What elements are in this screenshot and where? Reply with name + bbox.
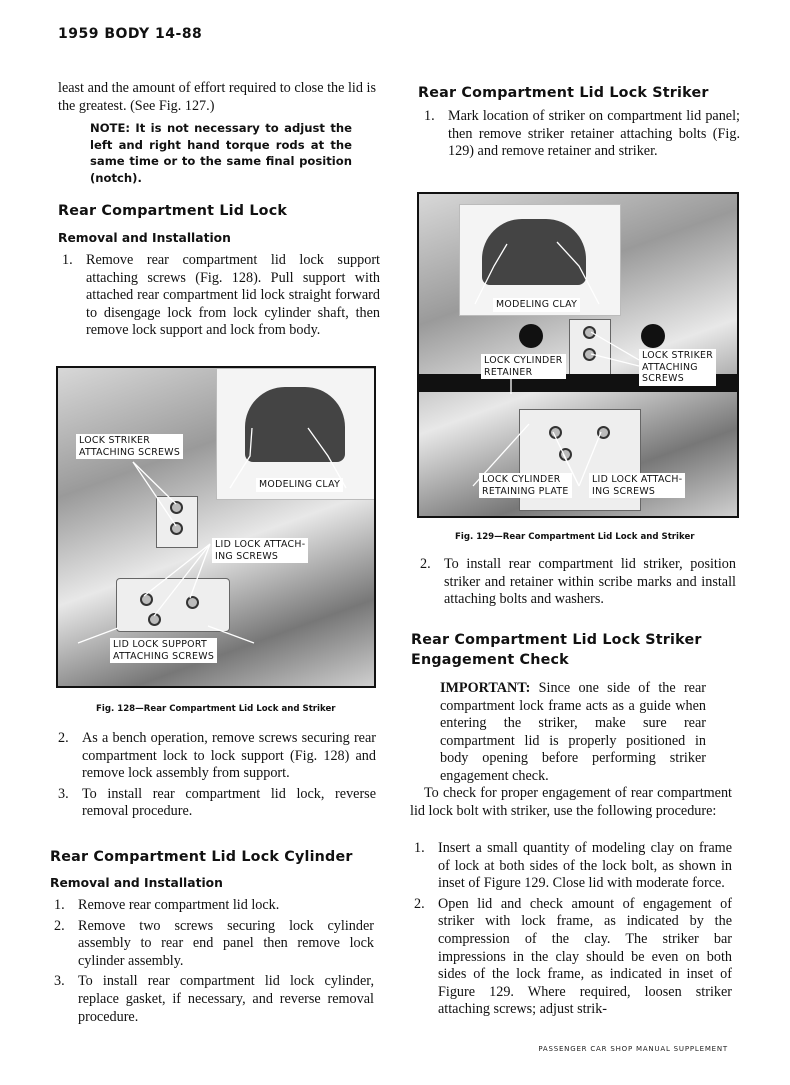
engagement-steps bbox=[414, 840, 732, 1022]
callout-line: LID LOCK ATTACH- bbox=[592, 474, 683, 485]
callout-line: ATTACHING SCREWS bbox=[79, 446, 181, 458]
section-heading-engagement bbox=[411, 630, 702, 670]
callout-line: LID LOCK ATTACH- bbox=[215, 539, 306, 550]
step-text: As a bench operation, remove screws securing rear compartment lock to lock support (Fig. 128) and remove lock assembly from support. bbox=[82, 730, 376, 782]
callout-line: LOCK STRIKER bbox=[79, 435, 151, 446]
callout-modeling-clay-129: MODELING CLAY bbox=[493, 298, 580, 312]
engagement-intro: To check for proper engagement of rear compartment lid lock bolt with striker, use the following procedure: bbox=[410, 785, 732, 819]
callout-line: ING SCREWS bbox=[215, 550, 279, 562]
step-text: Remove two screws securing lock cylinder assembly to rear end panel then remove lock cylinder assembly. bbox=[78, 917, 374, 969]
striker-steps-continued bbox=[420, 556, 736, 612]
callout-line: LOCK CYLINDER bbox=[482, 474, 561, 485]
callout-line: RETAINING PLATE bbox=[482, 485, 569, 497]
list-item bbox=[58, 786, 376, 821]
step-text: Remove rear compartment lid lock support attaching screws (Fig. 128). Pull support with attached rear compartment lid lock straight forward to disengage lock from lock cylinder shaft, then remove lock support and lock from body. bbox=[86, 252, 380, 339]
intro-paragraph: least and the amount of effort required to close the lid is the greatest. (See Fig. 127.) bbox=[58, 80, 376, 114]
list-item bbox=[54, 918, 374, 971]
callout-lid-lock-attaching-128 bbox=[212, 538, 308, 563]
figure-129-caption: Fig. 129—Rear Compartment Lid Lock and Striker bbox=[455, 532, 695, 542]
callout-line: SCREWS bbox=[642, 373, 684, 384]
step-text: Insert a small quantity of modeling clay on frame of lock at both sides of the lock bolt, as shown in inset of Figure 129. Close lid with moderate force. bbox=[438, 840, 732, 892]
note-paragraph: NOTE: It is not necessary to adjust the left and right hand torque rods at the same time or to the same final position (notch). bbox=[90, 121, 352, 185]
subheading-removal-installation: Removal and Installation bbox=[58, 231, 231, 245]
list-item bbox=[424, 108, 740, 161]
step-number: 1. bbox=[54, 897, 65, 913]
page-footer: PASSENGER CAR SHOP MANUAL SUPPLEMENT bbox=[538, 1045, 728, 1053]
lid-lock-steps-continued bbox=[58, 730, 376, 824]
callout-modeling-clay-128: MODELING CLAY bbox=[256, 478, 343, 492]
section-heading-striker: Rear Compartment Lid Lock Striker bbox=[418, 85, 709, 101]
figure-129-photo bbox=[417, 192, 739, 518]
list-item bbox=[62, 252, 380, 340]
important-text: Since one side of the rear compartment lock frame acts as a guide when entering the striker, make sure rear compartment lid is properly positioned in body opening before performing striker engagement check. bbox=[440, 680, 707, 784]
callout-lock-cylinder-retainer bbox=[481, 354, 566, 379]
lock-cylinder-steps bbox=[54, 897, 374, 1029]
list-item bbox=[54, 897, 374, 915]
list-item bbox=[414, 896, 732, 1019]
striker-steps bbox=[424, 108, 740, 164]
callout-line: LOCK STRIKER bbox=[642, 350, 714, 361]
callout-lock-striker-128 bbox=[76, 434, 183, 459]
step-text: To install rear compartment lid striker, position striker and retainer within scribe marks and install attaching bolts and washers. bbox=[444, 556, 736, 608]
list-item bbox=[58, 730, 376, 783]
callout-line: RETAINER bbox=[484, 366, 533, 378]
subheading-removal-installation-2: Removal and Installation bbox=[50, 876, 223, 890]
step-number: 2. bbox=[58, 730, 69, 746]
important-paragraph bbox=[440, 680, 706, 786]
callout-line: ING SCREWS bbox=[592, 485, 656, 497]
step-number: 1. bbox=[62, 252, 73, 268]
section-heading-lock-cylinder: Rear Compartment Lid Lock Cylinder bbox=[50, 849, 353, 865]
step-text: To install rear compartment lid lock, reverse removal procedure. bbox=[82, 785, 376, 820]
callout-line: ATTACHING SCREWS bbox=[113, 650, 215, 662]
figure-128-photo bbox=[56, 366, 376, 688]
step-text: To install rear compartment lid lock cylinder, replace gasket, if necessary, and reverse removal procedure. bbox=[78, 973, 374, 1025]
lid-lock-steps bbox=[62, 252, 380, 343]
step-number: 2. bbox=[414, 895, 425, 912]
heading-line: Engagement Check bbox=[411, 652, 569, 668]
step-number: 1. bbox=[414, 840, 425, 856]
step-text: Open lid and check amount of engagement of striker with lock frame, as indicated by the compression of the clay. The striker bar impressions in the clay should be even on both sides of the lock frame, as indicated in inset of Figure 129. Where required, loosen striker attaching screws; adjust strik- bbox=[438, 895, 732, 1018]
step-number: 2. bbox=[420, 556, 431, 572]
callout-line: ATTACHING bbox=[642, 361, 698, 373]
step-text: Mark location of striker on compartment lid panel; then remove striker retainer attaching bolts (Fig. 129) and remove retainer and striker. bbox=[448, 108, 740, 160]
callout-lid-lock-attaching-129 bbox=[589, 473, 685, 498]
step-text: Remove rear compartment lid lock. bbox=[78, 897, 280, 913]
section-heading-lid-lock: Rear Compartment Lid Lock bbox=[58, 203, 288, 219]
heading-line: Rear Compartment Lid Lock Striker bbox=[411, 632, 702, 648]
important-label: IMPORTANT: bbox=[440, 680, 531, 696]
list-item bbox=[54, 973, 374, 1026]
callout-line: LID LOCK SUPPORT bbox=[113, 639, 207, 650]
page-header: 1959 BODY 14-88 bbox=[58, 26, 203, 42]
callout-lock-cylinder-plate bbox=[479, 473, 572, 498]
step-number: 3. bbox=[58, 785, 69, 802]
step-number: 1. bbox=[424, 108, 435, 124]
callout-lid-lock-support-128 bbox=[110, 638, 217, 663]
list-item bbox=[414, 840, 732, 893]
callout-lock-striker-129 bbox=[639, 349, 716, 386]
step-number: 2. bbox=[54, 917, 65, 934]
list-item bbox=[420, 556, 736, 609]
step-number: 3. bbox=[54, 973, 65, 990]
callout-line: LOCK CYLINDER bbox=[484, 355, 563, 366]
figure-128-caption: Fig. 128—Rear Compartment Lid Lock and Striker bbox=[96, 704, 336, 714]
